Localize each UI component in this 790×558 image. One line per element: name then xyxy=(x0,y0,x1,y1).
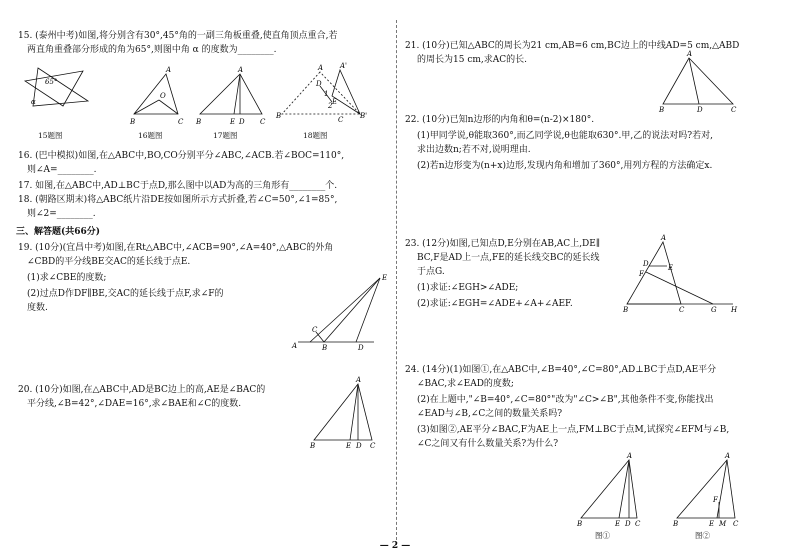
caption-15: 15题图 xyxy=(38,131,63,140)
point-label: E xyxy=(332,98,338,106)
point-label: B xyxy=(322,344,328,352)
point-label: D xyxy=(625,520,631,528)
point-label: B xyxy=(623,306,629,314)
point-label: C xyxy=(731,106,737,114)
q15-angle-label: 65° xyxy=(45,78,58,86)
point-label: G xyxy=(711,306,717,314)
point-label: A xyxy=(627,452,633,460)
point-label: C xyxy=(178,118,184,126)
point-label: C xyxy=(370,442,376,450)
point-label: A xyxy=(166,66,172,74)
point-label: C xyxy=(338,116,344,124)
point-label: D xyxy=(239,118,245,126)
q18-line2: 则∠2=________. xyxy=(27,209,96,219)
q24-line4: ∠EAD与∠B,∠C之间的数量关系吗? xyxy=(417,409,563,419)
point-label: D xyxy=(316,80,322,88)
point-label: E xyxy=(230,118,236,126)
q19-line5: 度数. xyxy=(27,303,48,313)
point-label: A xyxy=(318,64,324,72)
q23-line3: 于点G. xyxy=(417,267,445,277)
point-label: F xyxy=(639,270,644,278)
q24-line6: ∠C之间又有什么数量关系?为什么? xyxy=(417,439,559,449)
point-label: C xyxy=(312,326,318,334)
point-label: B xyxy=(276,112,282,120)
q22-line4: (2)若n边形变为(n+x)边形,发现内角和增加了360°,用列方程的方法确定x. xyxy=(417,161,713,171)
figure-24-2 xyxy=(673,452,743,536)
point-label: B xyxy=(577,520,583,528)
q24-line2: ∠BAC,求∠EAD的度数; xyxy=(417,379,514,389)
figure-19 xyxy=(292,274,388,357)
figure-20 xyxy=(310,376,380,456)
point-label: F xyxy=(713,496,718,504)
caption-16: 16题图 xyxy=(138,131,163,140)
q15-line1: 15. (泰州中考)如图,将分别含有30°,45°角的一副三角板重叠,使直角顶点重合,若 xyxy=(18,31,338,41)
point-label: A xyxy=(725,452,731,460)
point-label: M xyxy=(719,520,727,528)
q21-line1: 21. (10分)已知△ABC的周长为21 cm,AB=6 cm,BC边上的中线AD=5 cm,△ABD xyxy=(405,41,740,51)
q24-line5: (3)如图②,AE平分∠BAC,F为AE上一点,FM⊥BC于点M,试探究∠EFM与∠B, xyxy=(417,425,730,435)
q22-line3: 求出边数n;若不对,说明理由. xyxy=(417,145,531,155)
point-label: E xyxy=(668,264,674,272)
q19-line2: ∠CBD的平分线BE交AC的延长线于点E. xyxy=(27,257,191,267)
q23-line1: 23. (12分)如图,已知点D,E分别在AB,AC上,DE∥ xyxy=(405,239,600,249)
caption-fig1: 图① xyxy=(595,531,610,540)
caption-fig2: 图② xyxy=(695,531,710,540)
point-label: C xyxy=(260,118,266,126)
q15-line2: 两直角重叠部分形成的角为65°,则图中角 α 的度数为________. xyxy=(27,45,277,55)
point-label: B xyxy=(196,118,202,126)
q24-line3: (2)在上题中,"∠B=40°,∠C=80°"改为"∠C>∠B",其他条件不变,你能找出 xyxy=(417,395,714,405)
point-label: B xyxy=(130,118,136,126)
figure-15 xyxy=(23,66,93,122)
point-label: A' xyxy=(340,62,347,70)
q16-line2: 则∠A=________. xyxy=(27,165,97,175)
q19-line3: (1)求∠CBE的度数; xyxy=(27,273,107,283)
q15-alpha-label: α xyxy=(31,98,36,106)
point-label: E xyxy=(615,520,621,528)
figure-16 xyxy=(126,66,186,128)
point-label: E xyxy=(382,274,388,282)
q20-line1: 20. (10分)如图,在△ABC中,AD是BC边上的高,AE是∠BAC的 xyxy=(18,385,266,395)
caption-18: 18题图 xyxy=(303,131,328,140)
q23-line4: (1)求证:∠EGH>∠ADE; xyxy=(417,283,519,293)
q17-text: 17. 如图,在△ABC中,AD⊥BC于点D,那么图中以AD为高的三角形有________个. xyxy=(18,181,338,191)
figure-17 xyxy=(196,66,266,128)
point-label: C xyxy=(733,520,739,528)
point-label: 2 xyxy=(328,102,333,110)
point-label: H xyxy=(731,306,738,314)
q16-line1: 16. (巴中模拟)如图,在△ABC中,BO,CO分别平分∠ABC,∠ACB.若∠BOC=110°, xyxy=(18,151,345,161)
point-label: B' xyxy=(360,112,368,120)
point-label: B xyxy=(310,442,316,450)
q21-line2: 的周长为15 cm,求AC的长. xyxy=(417,55,527,65)
q19-line1: 19. (10分)(宜昌中考)如图,在Rt△ABC中,∠ACB=90°,∠A=40°,△ABC的外角 xyxy=(18,243,334,253)
q23-line2: BC,F是AD上一点,FE的延长线交BC的延长线 xyxy=(417,253,600,263)
point-label: E xyxy=(346,442,352,450)
q22-line1: 22. (10分)已知n边形的内角和θ=(n-2)×180°. xyxy=(405,115,595,125)
point-label: 1 xyxy=(324,90,329,98)
point-label: D xyxy=(356,442,362,450)
point-label: E xyxy=(709,520,715,528)
point-label: C xyxy=(635,520,641,528)
point-label: A xyxy=(661,234,667,242)
column-divider xyxy=(396,20,397,545)
point-label: C xyxy=(679,306,685,314)
figure-21 xyxy=(659,50,739,120)
point-label: D xyxy=(643,260,649,268)
point-label: A xyxy=(687,50,693,58)
q19-line4: (2)过点D作DF∥BE,交AC的延长线于点F,求∠F的 xyxy=(27,289,224,299)
point-label: O xyxy=(160,92,166,100)
q18-line1: 18. (朝路区期末)将△ABC纸片沿DE按如图所示方式折叠,若∠C=50°,∠1=85°, xyxy=(18,195,338,205)
q23-line5: (2)求证:∠EGH=∠ADE+∠A+∠AEF. xyxy=(417,299,573,309)
q24-line1: 24. (14分)(1)如图①,在△ABC中,∠B=40°,∠C=80°,AD⊥BC于点D,AE平分 xyxy=(405,365,717,375)
point-label: B xyxy=(659,106,665,114)
point-label: A xyxy=(356,376,362,384)
figure-23 xyxy=(621,234,741,319)
figure-18 xyxy=(276,62,370,128)
section-heading: 三、解答题(共66分) xyxy=(16,227,101,237)
point-label: A xyxy=(238,66,244,74)
point-label: D xyxy=(697,106,703,114)
figure-24-1 xyxy=(577,452,647,536)
q20-line2: 平分线,∠B=42°,∠DAE=16°,求∠BAE和∠C的度数. xyxy=(27,399,242,409)
q22-line2: (1)甲同学说,θ能取360°,而乙同学说,θ也能取630°.甲,乙的说法对吗?若对, xyxy=(417,131,713,141)
point-label: D xyxy=(358,344,364,352)
page-number: — 2 — xyxy=(379,541,411,551)
point-label: B xyxy=(673,520,679,528)
point-label: A xyxy=(292,342,298,350)
caption-17: 17题图 xyxy=(213,131,238,140)
